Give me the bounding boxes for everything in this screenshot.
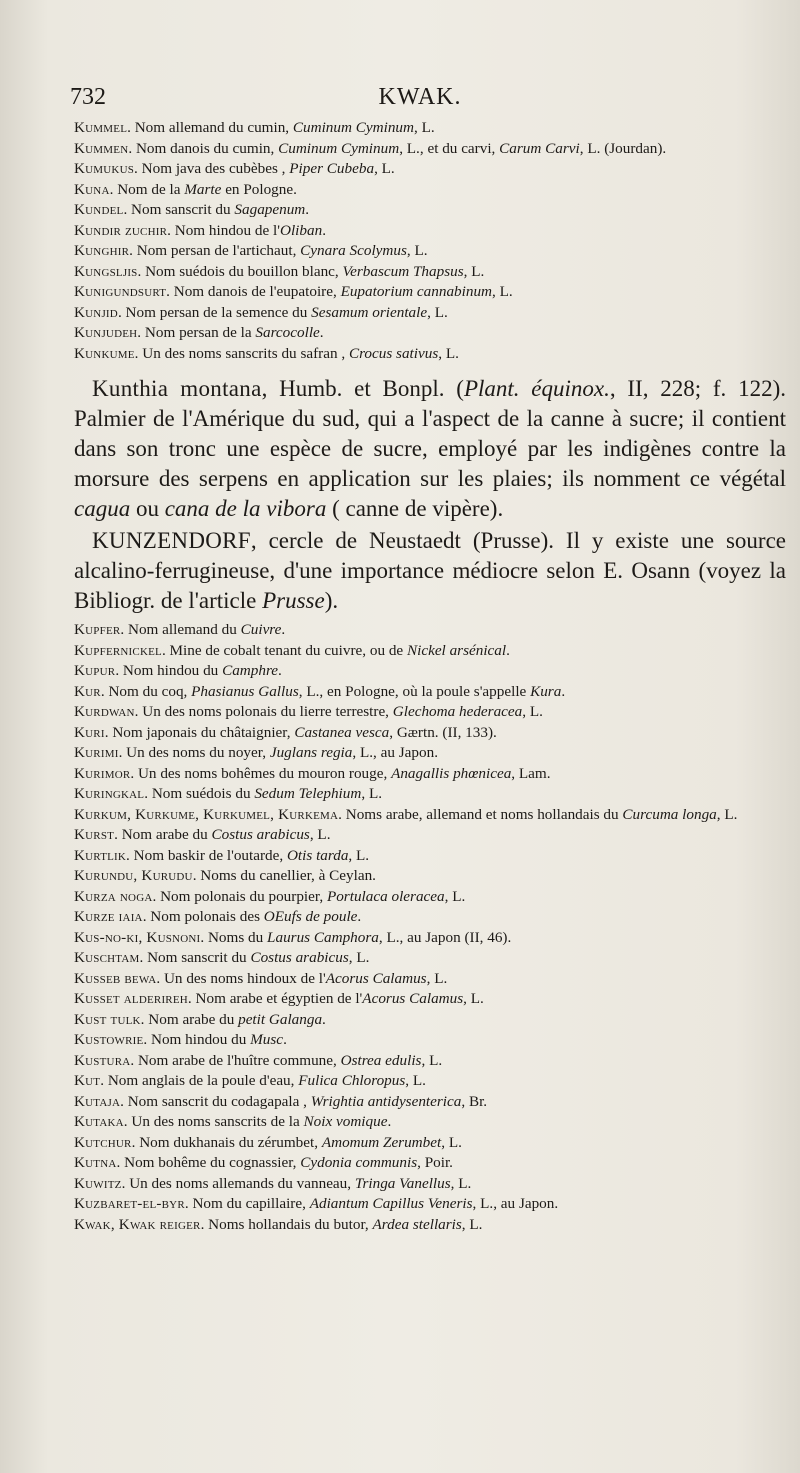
dictionary-entry <box>74 262 786 283</box>
entry-definition: Nom sanscrit du <box>131 201 231 218</box>
entry-definition: Nom arabe du <box>148 1010 235 1028</box>
entry-latin-name: Tringa Vanellus <box>354 1174 451 1192</box>
dictionary-entry <box>74 805 786 826</box>
entry-latin-name: Eupatorium cannabinum <box>340 283 493 300</box>
entry-definition: Nom hindou du <box>122 662 219 679</box>
entry-separator: . <box>123 201 132 218</box>
entry-latin-name: Carum Carvi <box>499 139 580 157</box>
dictionary-entry <box>74 784 786 805</box>
running-head: KWAK. <box>378 84 462 110</box>
dictionary-entry <box>74 180 786 201</box>
entry-definition: , Poir. <box>417 1154 453 1171</box>
entry-definition: , Br. <box>461 1092 488 1110</box>
entry-definition: Un des noms hindoux de l' <box>163 969 326 987</box>
entry-latin-name: Ostrea edulis <box>340 1051 422 1069</box>
entry-separator: . <box>123 1113 132 1130</box>
entry-definition: Un des noms polonais du lierre terrestre, <box>142 703 389 720</box>
entry-term: Kutchur <box>74 1133 132 1151</box>
entry-definition: , Lam. <box>511 764 551 782</box>
entry-term: Kustowrie <box>74 1031 144 1048</box>
entry-separator: . <box>144 785 152 802</box>
entry-latin-name: Ardea stellaris <box>372 1215 462 1233</box>
entry-latin-name: Anagallis phœnicea <box>391 764 512 782</box>
dictionary-entry <box>74 620 786 641</box>
entry-separator: . <box>140 1010 149 1028</box>
entry-definition: Nom bohême du cognassier, <box>124 1154 297 1171</box>
dictionary-entry <box>74 764 786 785</box>
entry-term: Kurza noga <box>74 887 153 905</box>
entry-term: Kurundu, Kurudu <box>74 867 193 884</box>
entry-definition: , L. <box>450 1174 472 1192</box>
dictionary-entry <box>74 866 786 887</box>
dictionary-entry <box>74 118 786 139</box>
dictionary-entry <box>74 282 786 303</box>
entry-definition: , L., en Pologne, où la poule s'appelle <box>298 682 527 700</box>
entry-definition: Un des noms du noyer, <box>126 744 267 761</box>
entry-term: Kusset alderireh <box>74 990 188 1007</box>
dictionary-entry <box>74 702 786 723</box>
entry-definition: Nom persan de la semence du <box>125 303 308 321</box>
entry-definition: Nom baskir de l'outarde, <box>133 846 284 864</box>
entry-latin-name: Amomum Zerumbet <box>321 1133 442 1151</box>
entry-latin-name: Costus arabicus <box>211 826 310 843</box>
entry-definition: Nom suédois du bouillon blanc, <box>145 262 339 280</box>
entry-definition: Nom du coq, <box>108 682 188 700</box>
entry-definition: Nom polonais du pourpier, <box>160 887 324 905</box>
entry-latin-name: Glechoma hederacea <box>392 703 523 720</box>
entry-separator: . <box>127 119 135 136</box>
entry-definition: . <box>319 324 324 341</box>
dictionary-entry <box>74 743 786 764</box>
dictionary-entry <box>74 139 786 160</box>
entry-latin-name: Cydonia communis <box>300 1154 418 1171</box>
entry-term: Kurtlik <box>74 846 127 864</box>
entry-latin-name: Portulaca oleracea <box>326 887 445 905</box>
entry-separator: . <box>167 221 175 239</box>
entry-term: Kurimor <box>74 764 131 782</box>
entry-term: Kurdwan <box>74 703 135 720</box>
entry-separator: . <box>134 703 143 720</box>
entry-definition: , L. <box>522 703 543 720</box>
dictionary-entries <box>74 118 786 1235</box>
entry-separator: . <box>120 621 128 638</box>
entry-definition: , L., au Japon. <box>352 744 438 761</box>
entry-definition: Nom sanscrit du codagapala , <box>127 1092 307 1110</box>
entry-term: Kutaja <box>74 1092 121 1110</box>
entry-definition: Nom anglais de la poule d'eau, <box>107 1072 295 1089</box>
entry-definition: , L. <box>461 1215 483 1233</box>
entry-term: Kutna <box>74 1154 117 1171</box>
entry-latin-name: Sedum Telephium <box>254 785 362 802</box>
dictionary-entry <box>74 323 786 344</box>
entry-term: Kummel <box>74 119 128 136</box>
entry-definition: , L. <box>426 969 448 987</box>
dictionary-entry <box>74 887 786 908</box>
entry-definition: Nom persan de la <box>144 324 252 341</box>
entry-definition: Mine de cobalt tenant du cuivre, ou de <box>169 641 404 659</box>
entry-latin-name: Plant. équinox. <box>463 376 610 401</box>
dictionary-entry <box>74 1071 786 1092</box>
entry-latin-name: Otis tarda <box>286 846 349 864</box>
entry-latin-name: cana de la vibora <box>164 496 327 521</box>
entry-separator: . <box>338 805 346 823</box>
entry-term: Kunjid <box>74 303 118 321</box>
entry-definition: Nom arabe et égyptien de l' <box>195 990 363 1007</box>
dictionary-entry <box>74 241 786 262</box>
entry-separator: . <box>152 887 161 905</box>
entry-definition: Un des noms allemands du vanneau, <box>129 1174 352 1192</box>
dictionary-entry <box>74 200 786 221</box>
entry-term: Kuzbaret-el-byr <box>74 1195 185 1212</box>
entry-latin-name: Musc <box>250 1031 284 1048</box>
dictionary-entry <box>74 344 786 365</box>
entry-definition: , L. <box>427 303 448 321</box>
dictionary-entry <box>74 948 786 969</box>
dictionary-entry <box>74 1030 786 1051</box>
entry-term: Kust tulk <box>74 1010 141 1028</box>
entry-definition: en Pologne. <box>225 180 297 198</box>
dictionary-entry <box>74 928 786 949</box>
entry-definition: Un des noms bohêmes du mouron rouge, <box>137 764 388 782</box>
entry-definition: . <box>281 621 286 638</box>
dictionary-entry <box>74 159 786 180</box>
entry-definition: Nom allemand du cumin, <box>134 119 290 136</box>
entry-separator: . <box>131 1133 140 1151</box>
entry-term: Kunkume <box>74 344 135 362</box>
entry-separator: . <box>114 826 122 843</box>
entry-latin-name: Juglans regia <box>269 744 353 761</box>
entry-latin-name: Laurus Camphora <box>267 928 379 946</box>
entry-definition: Nom de la <box>117 180 181 198</box>
entry-definition: , L. <box>309 826 331 843</box>
entry-definition: Nom danois de l'eupatoire, <box>173 283 337 300</box>
entry-definition: , L. <box>413 119 435 136</box>
entry-definition: Nom persan de l'artichaut, <box>136 242 297 259</box>
entry-definition: . <box>387 1113 392 1130</box>
entry-definition: , L. <box>406 242 428 259</box>
entry-definition: Nom arabe de l'huître commune, <box>137 1051 337 1069</box>
entry-term: Kurkum, Kurkume, Kurkumel, Kurkema <box>74 805 339 823</box>
entry-definition: , Gærtn. (II, 133). <box>389 723 497 741</box>
entry-definition: Nom japonais du châtaignier, <box>112 723 291 741</box>
entry-definition: Nom dukhanais du zérumbet, <box>139 1133 319 1151</box>
entry-definition: Un des noms sanscrits de la <box>131 1113 300 1130</box>
page-number: 732 <box>70 84 106 110</box>
entry-separator: , <box>261 376 280 401</box>
entry-separator: . <box>143 1031 151 1048</box>
entry-definition: Noms du canellier, à Ceylan. <box>200 867 376 884</box>
entry-latin-name: Verbascum Thapsus <box>342 262 464 280</box>
entry-term: Kuringkal <box>74 785 145 802</box>
entry-latin-name: Adiantum Capillus Veneris <box>309 1195 473 1212</box>
entry-term: Kungsljis <box>74 262 138 280</box>
dictionary-entry <box>74 1174 786 1195</box>
entry-separator: . <box>139 949 148 966</box>
entry-definition: , L. <box>444 887 466 905</box>
entry-term: Kupfer <box>74 621 121 638</box>
entry-definition: , L. <box>405 1072 426 1089</box>
entry-latin-name: Prusse <box>262 588 325 613</box>
entry-term: Kunjudeh <box>74 324 138 341</box>
entry-separator: . <box>126 846 134 864</box>
entry-latin-name: Phasianus Gallus <box>191 682 299 700</box>
entry-latin-name: OEufs de poule <box>263 908 358 925</box>
entry-latin-name: Curcuma longa <box>622 805 717 823</box>
entry-latin-name: Costus arabicus <box>250 949 349 966</box>
dictionary-entry <box>74 374 786 524</box>
entry-definition: , L., au Japon. <box>472 1195 559 1212</box>
entry-separator: . <box>142 908 151 925</box>
entry-separator: . <box>134 344 143 362</box>
dictionary-entry <box>74 1215 786 1236</box>
entry-latin-name: Sesamum orientale <box>311 303 428 321</box>
entry-definition: , L. <box>438 344 459 362</box>
entry-definition: Nom sanscrit du <box>147 949 247 966</box>
entry-latin-name: Cuivre <box>240 621 282 638</box>
entry-separator: . <box>166 283 174 300</box>
entry-separator: . <box>161 641 170 659</box>
entry-latin-name: Noix vomique <box>303 1113 388 1130</box>
dictionary-entry <box>74 661 786 682</box>
dictionary-entry <box>74 1112 786 1133</box>
entry-latin-name: Wrightia antidysenterica <box>310 1092 462 1110</box>
entry-latin-name: Fulica Chloropus <box>298 1072 406 1089</box>
entry-definition: , L. (Jourdan). <box>579 139 667 157</box>
entry-separator: . <box>117 303 126 321</box>
entry-definition: , II, 228; f. 122). Palmier de l'Amérique du sud, qui a l'aspect de la canne à sucre; il contient dans son tronc une espèce de sucre, employé par les indigènes contre la morsure des serpens en application sur les plaies; ils nomment ce végétal <box>74 376 786 491</box>
entry-definition: Nom hindou du <box>151 1031 247 1048</box>
dictionary-entry <box>74 303 786 324</box>
dictionary-entry <box>74 907 786 928</box>
dictionary-entry <box>74 1051 786 1072</box>
entry-separator: . <box>120 1092 128 1110</box>
dictionary-entry <box>74 221 786 242</box>
entry-term: Kummen <box>74 139 129 157</box>
dictionary-entry <box>74 825 786 846</box>
entry-term: Kunghir <box>74 242 130 259</box>
entry-definition: . <box>322 1010 326 1028</box>
entry-separator: . <box>116 1154 125 1171</box>
entry-definition: Nom du capillaire, <box>192 1195 306 1212</box>
entry-definition: , L. <box>492 283 513 300</box>
entry-latin-name: Marte <box>184 180 222 198</box>
entry-definition: ou <box>135 496 159 521</box>
entry-separator: . <box>192 867 201 884</box>
dictionary-entry <box>74 989 786 1010</box>
entry-definition: , L., au Japon (II, 46). <box>378 928 512 946</box>
entry-term: Kutaka <box>74 1113 124 1130</box>
entry-latin-name: Sagapenum <box>234 201 306 218</box>
entry-term: Kurst <box>74 826 115 843</box>
entry-separator: . <box>128 139 136 157</box>
entry-separator: . <box>187 990 196 1007</box>
entry-term: Kusseb bewa <box>74 969 157 987</box>
entry-separator: . <box>137 324 145 341</box>
entry-definition: . <box>357 908 362 925</box>
entry-term: Kur <box>74 682 101 700</box>
entry-definition: Nom suédois du <box>151 785 251 802</box>
entry-definition: ( canne de vipère). <box>332 496 504 521</box>
entry-term: Kuwitz <box>74 1174 122 1192</box>
entry-latin-name: Oliban <box>279 221 323 239</box>
dictionary-entry <box>74 1010 786 1031</box>
entry-latin-name: Cuminum Cyminum <box>278 139 400 157</box>
entry-separator: . <box>137 262 146 280</box>
entry-definition: Nom polonais des <box>150 908 260 925</box>
entry-separator: . <box>156 969 164 987</box>
entry-definition: , L. <box>374 160 395 177</box>
entry-definition: . <box>305 201 310 218</box>
entry-separator: . <box>104 723 113 741</box>
entry-separator: . <box>100 1072 108 1089</box>
entry-term: Kuschtam <box>74 949 140 966</box>
entry-definition: Noms du <box>207 928 264 946</box>
entry-definition: Noms hollandais du butor, <box>208 1215 369 1233</box>
entry-separator: . <box>115 662 123 679</box>
entry-term: Kurimi <box>74 744 119 761</box>
entry-definition: , L. <box>716 805 738 823</box>
entry-latin-name: Castanea vesca <box>294 723 390 741</box>
entry-definition: Humb. et Bonpl. ( <box>279 376 464 401</box>
entry-separator: . <box>118 744 127 761</box>
entry-separator: , <box>250 528 269 553</box>
entry-definition: , L. <box>463 262 485 280</box>
entry-latin-name: Nickel arsénical <box>406 641 507 659</box>
entry-term: Kunigundsurt <box>74 283 167 300</box>
entry-latin-name: Cuminum Cyminum <box>292 119 414 136</box>
dictionary-entry <box>74 969 786 990</box>
entry-latin-name: Sarcocolle <box>255 324 320 341</box>
entry-definition: Noms arabe, allemand et noms hollandais du <box>345 805 619 823</box>
entry-definition: , L. <box>441 1133 462 1151</box>
dictionary-entry <box>74 846 786 867</box>
entry-definition: , L. <box>348 846 370 864</box>
entry-latin-name: Acorus Calamus <box>362 990 464 1007</box>
entry-definition: , L., et du carvi, <box>399 139 496 157</box>
entry-definition: Nom danois du cumin, <box>135 139 275 157</box>
entry-latin-name: Crocus sativus <box>348 344 439 362</box>
entry-separator: . <box>200 928 208 946</box>
entry-separator: . <box>130 764 138 782</box>
entry-definition: , L. <box>361 785 383 802</box>
entry-term: Kut <box>74 1072 101 1089</box>
entry-term: Kwak, Kwak reiger <box>74 1215 201 1233</box>
entry-latin-name: Cynara Scolymus <box>300 242 407 259</box>
entry-separator: . <box>184 1195 193 1212</box>
entry-definition: . <box>278 662 282 679</box>
entry-separator: . <box>109 180 118 198</box>
entry-latin-name: Piper Cubeba <box>289 160 375 177</box>
entry-definition: . <box>506 641 510 659</box>
entry-term: Kus-no-ki, Kusnoni <box>74 928 201 946</box>
dictionary-entry <box>74 723 786 744</box>
entry-term: Kumukus <box>74 160 135 177</box>
entry-term: Kurze iaia <box>74 908 143 925</box>
entry-term: Kunthia montana <box>92 376 262 401</box>
entry-latin-name: Kura <box>530 682 562 700</box>
entry-latin-name: Camphre <box>222 662 279 679</box>
entry-definition: Nom arabe du <box>121 826 208 843</box>
entry-term: Kuri <box>74 723 105 741</box>
entry-definition: Nom java des cubèbes , <box>141 160 286 177</box>
entry-term: Kundir zuchir <box>74 221 168 239</box>
entry-definition: ). <box>324 588 339 613</box>
entry-latin-name: cagua <box>74 496 131 521</box>
dictionary-entry <box>74 1092 786 1113</box>
entry-definition: . <box>322 221 326 239</box>
dictionary-entry <box>74 641 786 662</box>
dictionary-entry <box>74 1133 786 1154</box>
entry-definition: Nom allemand du <box>128 621 237 638</box>
entry-definition: Nom hindou de l' <box>174 221 280 239</box>
entry-definition: , L. <box>463 990 484 1007</box>
entry-definition: , L. <box>348 949 370 966</box>
entry-separator: . <box>129 242 137 259</box>
entry-term: KUNZENDORF <box>92 528 251 553</box>
entry-term: Kupur <box>74 662 116 679</box>
dictionary-entry <box>74 526 786 616</box>
entry-separator: . <box>121 1174 130 1192</box>
dictionary-entry <box>74 1153 786 1174</box>
entry-definition: Un des noms sanscrits du safran , <box>142 344 346 362</box>
dictionary-entry <box>74 682 786 703</box>
entry-term: Kuna <box>74 180 110 198</box>
entry-term: Kustura <box>74 1051 131 1069</box>
entry-separator: . <box>134 160 142 177</box>
entry-term: Kundel <box>74 201 124 218</box>
dictionary-entry <box>74 1194 786 1215</box>
entry-separator: . <box>200 1215 209 1233</box>
entry-definition: . <box>283 1031 287 1048</box>
entry-definition: cercle de Neustaedt (Prusse). Il y existe une source alcalino-ferrugineuse, d'une importance médiocre selon E. Osann (voyez la Bibliogr. de l'article <box>74 528 787 613</box>
page-header <box>70 84 770 118</box>
entry-term: Kupfernickel <box>74 641 162 659</box>
entry-latin-name: Acorus Calamus <box>325 969 427 987</box>
entry-separator: . <box>100 682 109 700</box>
entry-definition: . <box>561 682 566 700</box>
entry-separator: . <box>130 1051 138 1069</box>
entry-definition: , L. <box>421 1051 443 1069</box>
entry-latin-name: petit Galanga <box>238 1010 323 1028</box>
